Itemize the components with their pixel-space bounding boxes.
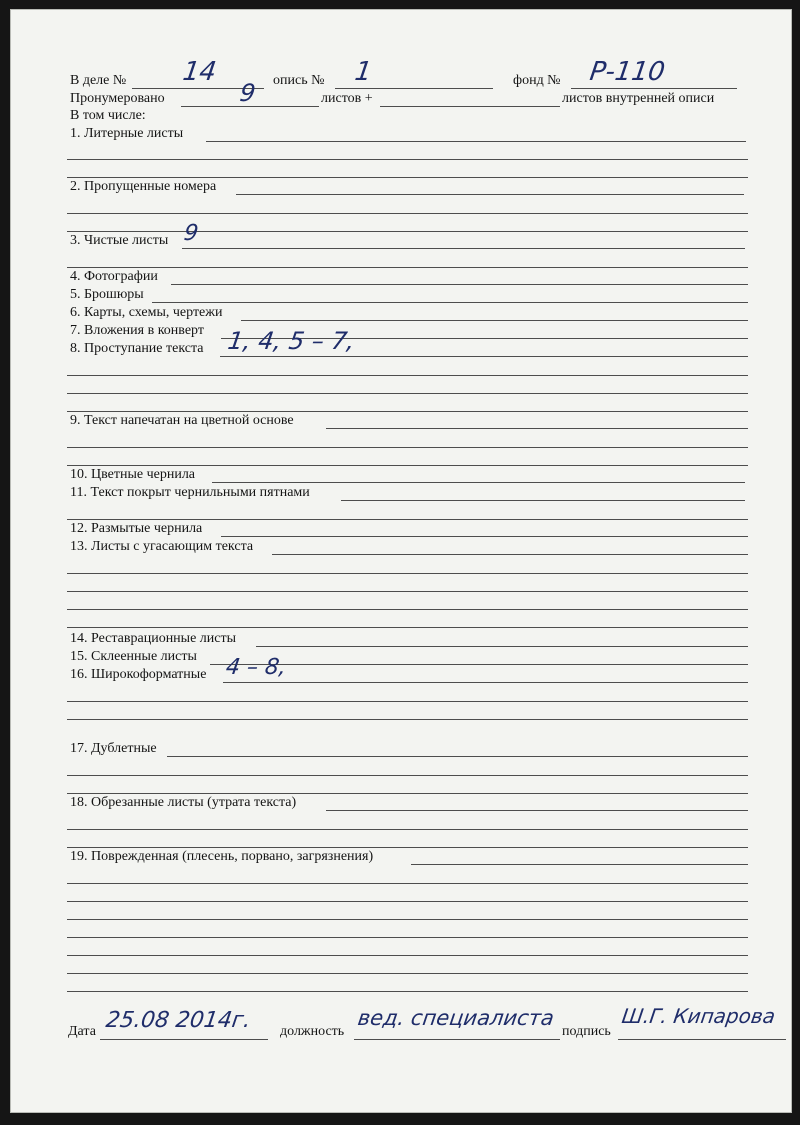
listov-label: листов + xyxy=(321,91,373,106)
item-3-value[interactable]: 9 xyxy=(182,221,200,246)
item-13-line[interactable] xyxy=(272,554,748,555)
item-2-line[interactable] xyxy=(236,194,744,195)
blank-line xyxy=(67,937,748,938)
item-19 xyxy=(10,847,792,865)
position-value[interactable]: вед. специалиста xyxy=(356,1006,556,1030)
page-border-frame xyxy=(10,9,792,1113)
opis-label: опись № xyxy=(273,73,325,88)
item-15 xyxy=(10,647,792,665)
blank-line xyxy=(67,213,748,214)
blank-line xyxy=(67,393,748,394)
item-10 xyxy=(10,465,792,483)
item-17-line[interactable] xyxy=(167,756,748,757)
date-line[interactable] xyxy=(100,1039,268,1040)
item-3-label: 3. Чистые листы xyxy=(70,233,169,248)
position-label: должность xyxy=(280,1024,345,1039)
item-8-label: 8. Проступание текста xyxy=(70,341,204,356)
vnutr-label: листов внутренней описи xyxy=(562,91,715,106)
signature-value[interactable]: Ш.Г. Кипарова xyxy=(620,1004,777,1028)
blank-line xyxy=(67,955,748,956)
item-13-label: 13. Листы с угасающим текста xyxy=(70,539,254,554)
blank-line xyxy=(67,701,748,702)
item-8-line[interactable] xyxy=(220,356,748,357)
item-4 xyxy=(10,267,792,285)
blank-line xyxy=(67,973,748,974)
signature-line[interactable] xyxy=(618,1039,786,1040)
blank-line xyxy=(67,447,748,448)
item-16-line[interactable] xyxy=(223,682,748,683)
position-line[interactable] xyxy=(354,1039,560,1040)
item-19-label: 19. Поврежденная (плесень, порвано, загрязнения) xyxy=(70,849,374,864)
blank-line xyxy=(67,591,748,592)
item-14 xyxy=(10,629,792,647)
item-6-label: 6. Карты, схемы, чертежи xyxy=(70,305,223,320)
item-7 xyxy=(10,321,792,339)
item-5-label: 5. Брошюры xyxy=(70,287,144,302)
delo-value[interactable]: 14 xyxy=(180,57,219,87)
item-16-label: 16. Широкоформатные xyxy=(70,667,207,682)
item-11 xyxy=(10,483,792,501)
blank-line xyxy=(67,901,748,902)
item-9 xyxy=(10,411,792,429)
blank-line xyxy=(67,573,748,574)
pronum-label: Пронумеровано xyxy=(70,91,165,106)
item-1 xyxy=(10,124,792,142)
item-12-label: 12. Размытые чернила xyxy=(70,521,203,536)
item-5 xyxy=(10,285,792,303)
signature-label: подпись xyxy=(562,1024,611,1039)
item-17 xyxy=(10,739,792,757)
blank-line xyxy=(67,991,748,992)
item-4-label: 4. Фотографии xyxy=(70,269,158,284)
footer-row xyxy=(10,1004,792,1040)
item-18 xyxy=(10,793,792,811)
blank-line xyxy=(67,627,748,628)
item-3 xyxy=(10,221,792,249)
item-1-line[interactable] xyxy=(206,141,746,142)
item-1-label: 1. Литерные листы xyxy=(70,126,184,141)
item-18-label: 18. Обрезанные листы (утрата текста) xyxy=(70,795,297,810)
item-2-label: 2. Пропущенные номера xyxy=(70,179,217,194)
item-17-label: 17. Дублетные xyxy=(70,741,157,756)
opis-value[interactable]: 1 xyxy=(352,57,374,87)
v-tom-chisle-row xyxy=(10,106,792,124)
item-10-label: 10. Цветные чернила xyxy=(70,467,196,482)
form-sheet xyxy=(10,9,792,1113)
item-3-line[interactable] xyxy=(182,248,745,249)
delo-label: В деле № xyxy=(70,73,127,88)
date-value[interactable]: 25.08 2014г. xyxy=(104,1008,253,1033)
item-19-line[interactable] xyxy=(411,864,748,865)
item-8-value[interactable]: 1, 4, 5 – 7, xyxy=(226,327,357,355)
date-label: Дата xyxy=(68,1024,96,1039)
pronum-value[interactable]: 9 xyxy=(238,79,258,107)
blank-line xyxy=(67,159,748,160)
item-7-label: 7. Вложения в конверт xyxy=(70,323,204,338)
blank-line xyxy=(67,609,748,610)
item-14-label: 14. Реставрационные листы xyxy=(70,631,237,646)
item-18-line[interactable] xyxy=(326,810,748,811)
item-15-label: 15. Склеенные листы xyxy=(70,649,197,664)
item-11-label: 11. Текст покрыт чернильными пятнами xyxy=(70,485,310,500)
blank-line xyxy=(67,883,748,884)
item-9-label: 9. Текст напечатан на цветной основе xyxy=(70,413,294,428)
blank-line xyxy=(67,919,748,920)
blank-line xyxy=(67,775,748,776)
header-row-1 xyxy=(10,57,792,89)
item-12 xyxy=(10,519,792,537)
fond-label: фонд № xyxy=(513,73,561,88)
blank-line xyxy=(67,829,748,830)
item-6 xyxy=(10,303,792,321)
item-9-line[interactable] xyxy=(326,428,748,429)
fond-value[interactable]: Р-110 xyxy=(587,57,667,87)
v-tom-chisle: В том числе: xyxy=(70,108,146,123)
item-13 xyxy=(10,537,792,555)
blank-line xyxy=(67,719,748,720)
item-16-value[interactable]: 4 – 8, xyxy=(224,655,288,680)
item-11-line[interactable] xyxy=(341,500,745,501)
blank-line xyxy=(67,375,748,376)
item-2 xyxy=(10,177,792,195)
